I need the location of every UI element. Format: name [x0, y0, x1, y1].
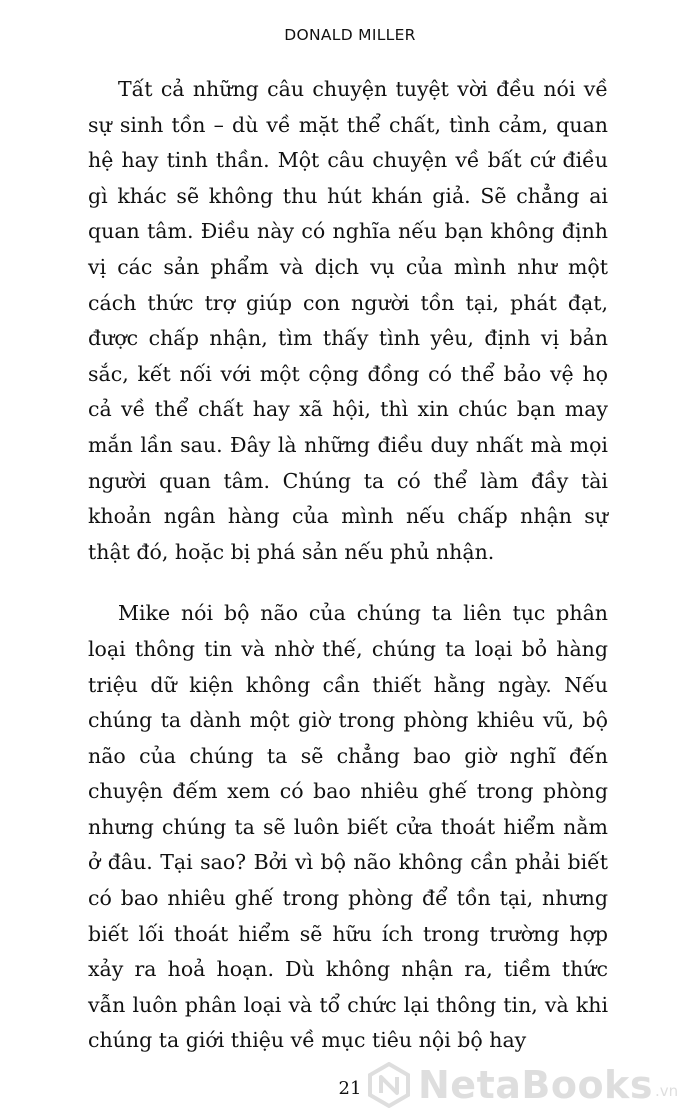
paragraph-1: Tất cả những câu chuyện tuyệt vời đều nói về sự sinh tồn – dù về mặt thể chất, tình cảm, quan hệ hay tinh thần. Một câu chuyện về bất cứ điều gì khác sẽ không thu hút khán giả. Sẽ chẳng ai quan tâm. Điều này có nghĩa nếu bạn không định vị các sản phẩm và dịch vụ của mình như một cách thức trợ giúp con người tồn tại, phát đạt, được chấp nhận, tìm thấy tình yêu, định vị bản sắc, kết nối với một cộng đồng có thể bảo vệ họ cả về thể chất hay xã hội, thì xin chúc bạn may mắn lần sau. Đây là những điều duy nhất mà mọi người quan tâm. Chúng ta có thể làm đầy tài khoản ngân hàng của mình nếu chấp nhận sự thật đó, hoặc bị phá sản nếu phủ nhận.: [88, 77, 608, 564]
running-header-author: DONALD MILLER: [284, 26, 416, 44]
watermark-domain-suffix: .vn: [654, 1082, 679, 1100]
page-number: 21: [338, 1078, 362, 1099]
paragraph-2: Mike nói bộ não của chúng ta liên tục phân loại thông tin và nhờ thế, chúng ta loại bỏ hàng triệu dữ kiện không cần thiết hằng ngày. Nếu chúng ta dành một giờ trong phòng khiêu vũ, bộ não của chúng ta sẽ chẳng bao giờ nghĩ đến chuyện đếm xem có bao nhiêu ghế trong phòng nhưng chúng ta sẽ luôn biết cửa thoát hiểm nằm ở đâu. Tại sao? Bởi vì bộ não không cần phải biết có bao nhiêu ghế trong phòng để tồn tại, nhưng biết lối thoát hiểm sẽ hữu ích trong trường hợp xảy ra hoả hoạn. Dù không nhận ra, tiềm thức vẫn luôn phân loại và tổ chức lại thông tin, và khi chúng ta giới thiệu về mục tiêu nội bộ hay: [88, 601, 608, 1053]
netabooks-logo-icon: [366, 1062, 412, 1108]
body-text: [88, 72, 608, 1085]
watermark-brand-text: NetaBooks: [418, 1063, 653, 1107]
netabooks-watermark: [366, 1062, 678, 1108]
